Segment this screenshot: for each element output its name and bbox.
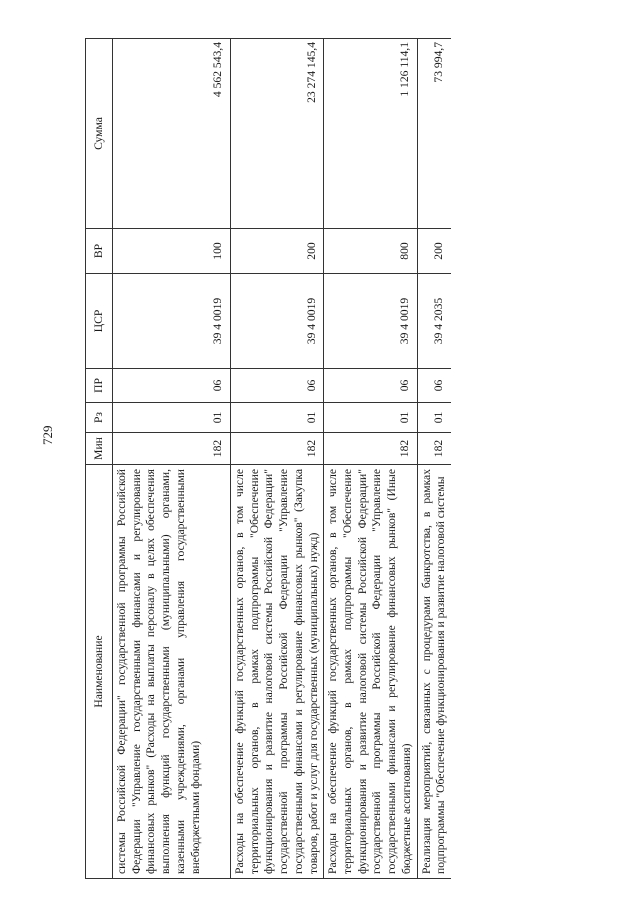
row-name: Расходы на обеспечение функций государственных органов, в том числе территориальных органов, в рамках подпрограммы "Обеспечение функционирования и развитие налоговой системы Российской Федерации" государственной программы Российской Федерации "Управление государственными финансами и регулирование финансовых рынков" (Закупка товаров, работ и услуг для государственных (муниципальных) нужд) [231,465,324,879]
page-number: 729 [40,425,55,445]
row-csr: 39 4 0019 [231,274,324,369]
row-csr: 39 4 0019 [324,274,417,369]
table-row [113,39,231,879]
col-header-rz: Рз [86,403,113,433]
col-header-pr: ПР [86,369,113,403]
col-header-min: Мин [86,433,113,465]
row-vr: 200 [231,229,324,274]
row-rz: 01 [324,403,417,433]
row-pr: 06 [113,369,231,403]
row-csr: 39 4 0019 [113,274,231,369]
row-rz: 01 [231,403,324,433]
table-row [231,39,324,879]
row-vr: 800 [324,229,417,274]
table-row [324,39,417,879]
row-vr: 100 [113,229,231,274]
col-header-vr: ВР [86,229,113,274]
row-pr: 06 [324,369,417,403]
col-header-sum: Сумма [86,39,113,229]
row-sum: 73 994,7 [417,39,451,229]
row-min: 182 [231,433,324,465]
row-pr: 06 [417,369,451,403]
row-sum: 23 274 145,4 [231,39,324,229]
table-header-row [86,39,113,879]
row-pr: 06 [231,369,324,403]
rotated-page-content [85,39,555,879]
row-sum: 1 126 114,1 [324,39,417,229]
budget-table [85,38,451,879]
table-row [417,39,451,879]
row-min: 182 [324,433,417,465]
row-name: Расходы на обеспечение функций государственных органов, в том числе территориальных органов, в рамках подпрограммы "Обеспечение функционирования и развитие налоговой системы Российской Федерации" государственной программы Российской Федерации "Управление государственными финансами и регулирование финансовых рынков" (Иные бюджетные ассигнования) [324,465,417,879]
row-csr: 39 4 2035 [417,274,451,369]
row-rz: 01 [113,403,231,433]
row-name: Реализация мероприятий, связанных с процедурами банкротства, в рамках подпрограммы "Обеспечение функционирования и развитие налоговой системы [417,465,451,879]
col-header-name: Наименование [86,465,113,879]
row-sum: 4 562 543,4 [113,39,231,229]
row-min: 182 [417,433,451,465]
row-name: системы Российской Федерации" государственной программы Российской Федерации "Управление государственными финансами и регулирование финансовых рынков" (Расходы на выплаты персоналу в целях обеспечения выполнения функций государственными (муниципальными) органами, казенными учреждениями, органами управления государственными внебюджетными фондами) [113,465,231,879]
row-rz: 01 [417,403,451,433]
row-min: 182 [113,433,231,465]
row-vr: 200 [417,229,451,274]
col-header-csr: ЦСР [86,274,113,369]
